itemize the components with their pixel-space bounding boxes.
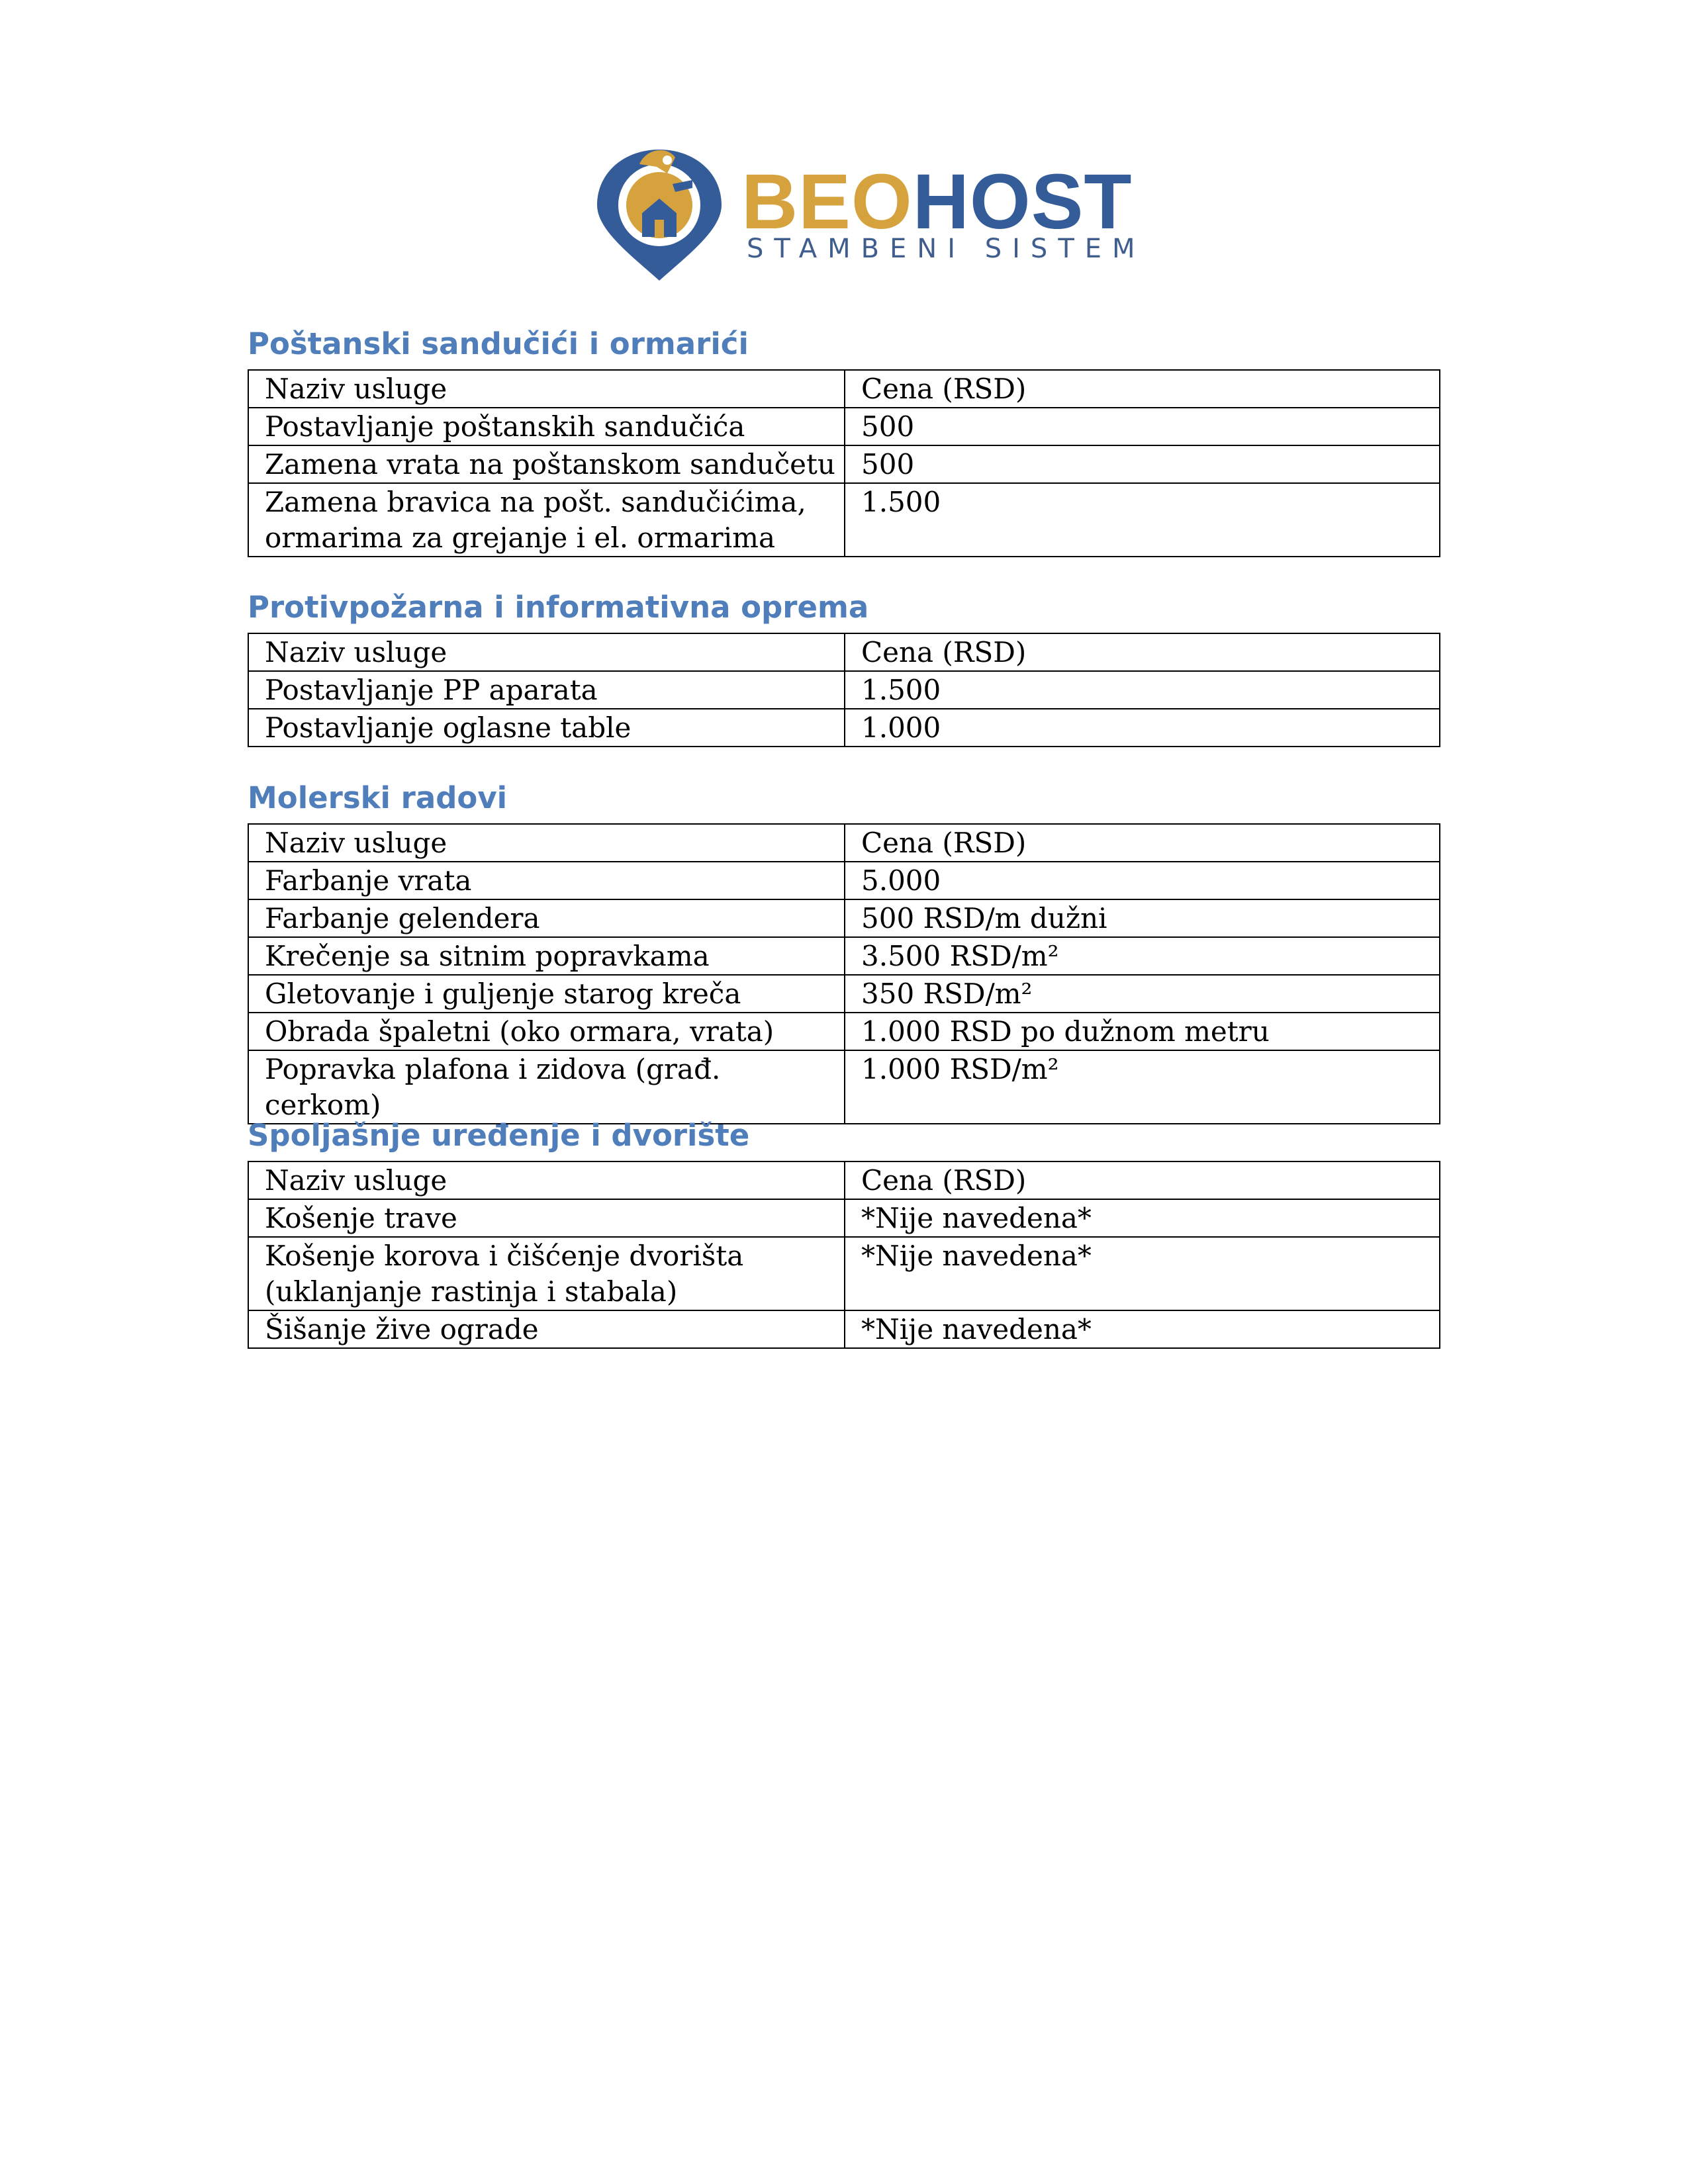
price-cell: 350 RSD/m² <box>845 975 1440 1013</box>
service-cell: Popravka plafona i zidova (građ. cerkom) <box>248 1050 845 1124</box>
table-row <box>248 483 1440 557</box>
beohost-logo <box>593 144 1146 285</box>
house-location-pin-icon <box>593 144 726 285</box>
price-cell: 5.000 <box>845 862 1440 899</box>
header-price: Cena (RSD) <box>845 824 1440 862</box>
service-cell: Košenje trave <box>248 1199 845 1237</box>
table-row <box>248 671 1440 709</box>
service-cell: Zamena bravica na pošt. sandučićima, ormarima za grejanje i el. ormarima <box>248 483 845 557</box>
service-cell: Farbanje vrata <box>248 862 845 899</box>
table-row <box>248 445 1440 483</box>
service-cell: Gletovanje i guljenje starog kreča <box>248 975 845 1013</box>
price-cell: 500 <box>845 445 1440 483</box>
section-title: Protivpožarna i informativna oprema <box>248 590 869 625</box>
service-cell: Obrada špaletni (oko ormara, vrata) <box>248 1013 845 1050</box>
price-table <box>248 1161 1440 1349</box>
price-cell: *Nije navedena* <box>845 1310 1440 1348</box>
table-row <box>248 937 1440 975</box>
table-row <box>248 1310 1440 1348</box>
logo-wordmark: BEOHOST <box>741 158 1133 246</box>
service-cell: Postavljanje PP aparata <box>248 671 845 709</box>
service-cell: Krečenje sa sitnim popravkama <box>248 937 845 975</box>
table-row <box>248 408 1440 445</box>
section-title: Spoljašnje uređenje i dvorište <box>248 1118 750 1153</box>
price-cell: 1.500 <box>845 671 1440 709</box>
table-row <box>248 862 1440 899</box>
table-row <box>248 1013 1440 1050</box>
section-protivpozarna-oprema <box>248 588 1440 747</box>
price-table <box>248 369 1440 557</box>
table-header-row <box>248 824 1440 862</box>
service-cell: Postavljanje oglasne table <box>248 709 845 747</box>
table-header-row <box>248 1161 1440 1199</box>
service-cell: Košenje korova i čišćenje dvorišta (uklanjanje rastinja i stabala) <box>248 1237 845 1310</box>
price-cell: 1.500 <box>845 483 1440 557</box>
header-price: Cena (RSD) <box>845 1161 1440 1199</box>
table-row <box>248 1050 1440 1124</box>
price-cell: *Nije navedena* <box>845 1199 1440 1237</box>
table-row <box>248 899 1440 937</box>
table-row <box>248 975 1440 1013</box>
header-price: Cena (RSD) <box>845 633 1440 671</box>
price-table <box>248 633 1440 747</box>
price-cell: *Nije navedena* <box>845 1237 1440 1310</box>
section-title: Poštanski sandučići i ormarići <box>248 326 749 361</box>
service-cell: Postavljanje poštanskih sandučića <box>248 408 845 445</box>
table-row <box>248 1237 1440 1310</box>
price-cell: 500 RSD/m dužni <box>845 899 1440 937</box>
price-table <box>248 823 1440 1124</box>
header-service: Naziv usluge <box>248 1161 845 1199</box>
service-cell: Farbanje gelendera <box>248 899 845 937</box>
header-service: Naziv usluge <box>248 633 845 671</box>
section-title: Molerski radovi <box>248 780 508 815</box>
price-cell: 1.000 RSD po dužnom metru <box>845 1013 1440 1050</box>
service-cell: Zamena vrata na poštanskom sandučetu <box>248 445 845 483</box>
price-cell: 1.000 RSD/m² <box>845 1050 1440 1124</box>
logo-tagline: STAMBENI SISTEM <box>747 234 1146 264</box>
header-service: Naziv usluge <box>248 370 845 408</box>
price-cell: 1.000 <box>845 709 1440 747</box>
section-molerski-radovi <box>248 778 1440 1124</box>
price-cell: 500 <box>845 408 1440 445</box>
price-cell: 3.500 RSD/m² <box>845 937 1440 975</box>
table-row <box>248 709 1440 747</box>
table-row <box>248 1199 1440 1237</box>
header-price: Cena (RSD) <box>845 370 1440 408</box>
service-cell: Šišanje žive ograde <box>248 1310 845 1348</box>
section-postanski-sanducici <box>248 324 1440 557</box>
section-spoljasnje-uredjenje <box>248 1116 1440 1349</box>
table-header-row <box>248 370 1440 408</box>
table-header-row <box>248 633 1440 671</box>
header-service: Naziv usluge <box>248 824 845 862</box>
